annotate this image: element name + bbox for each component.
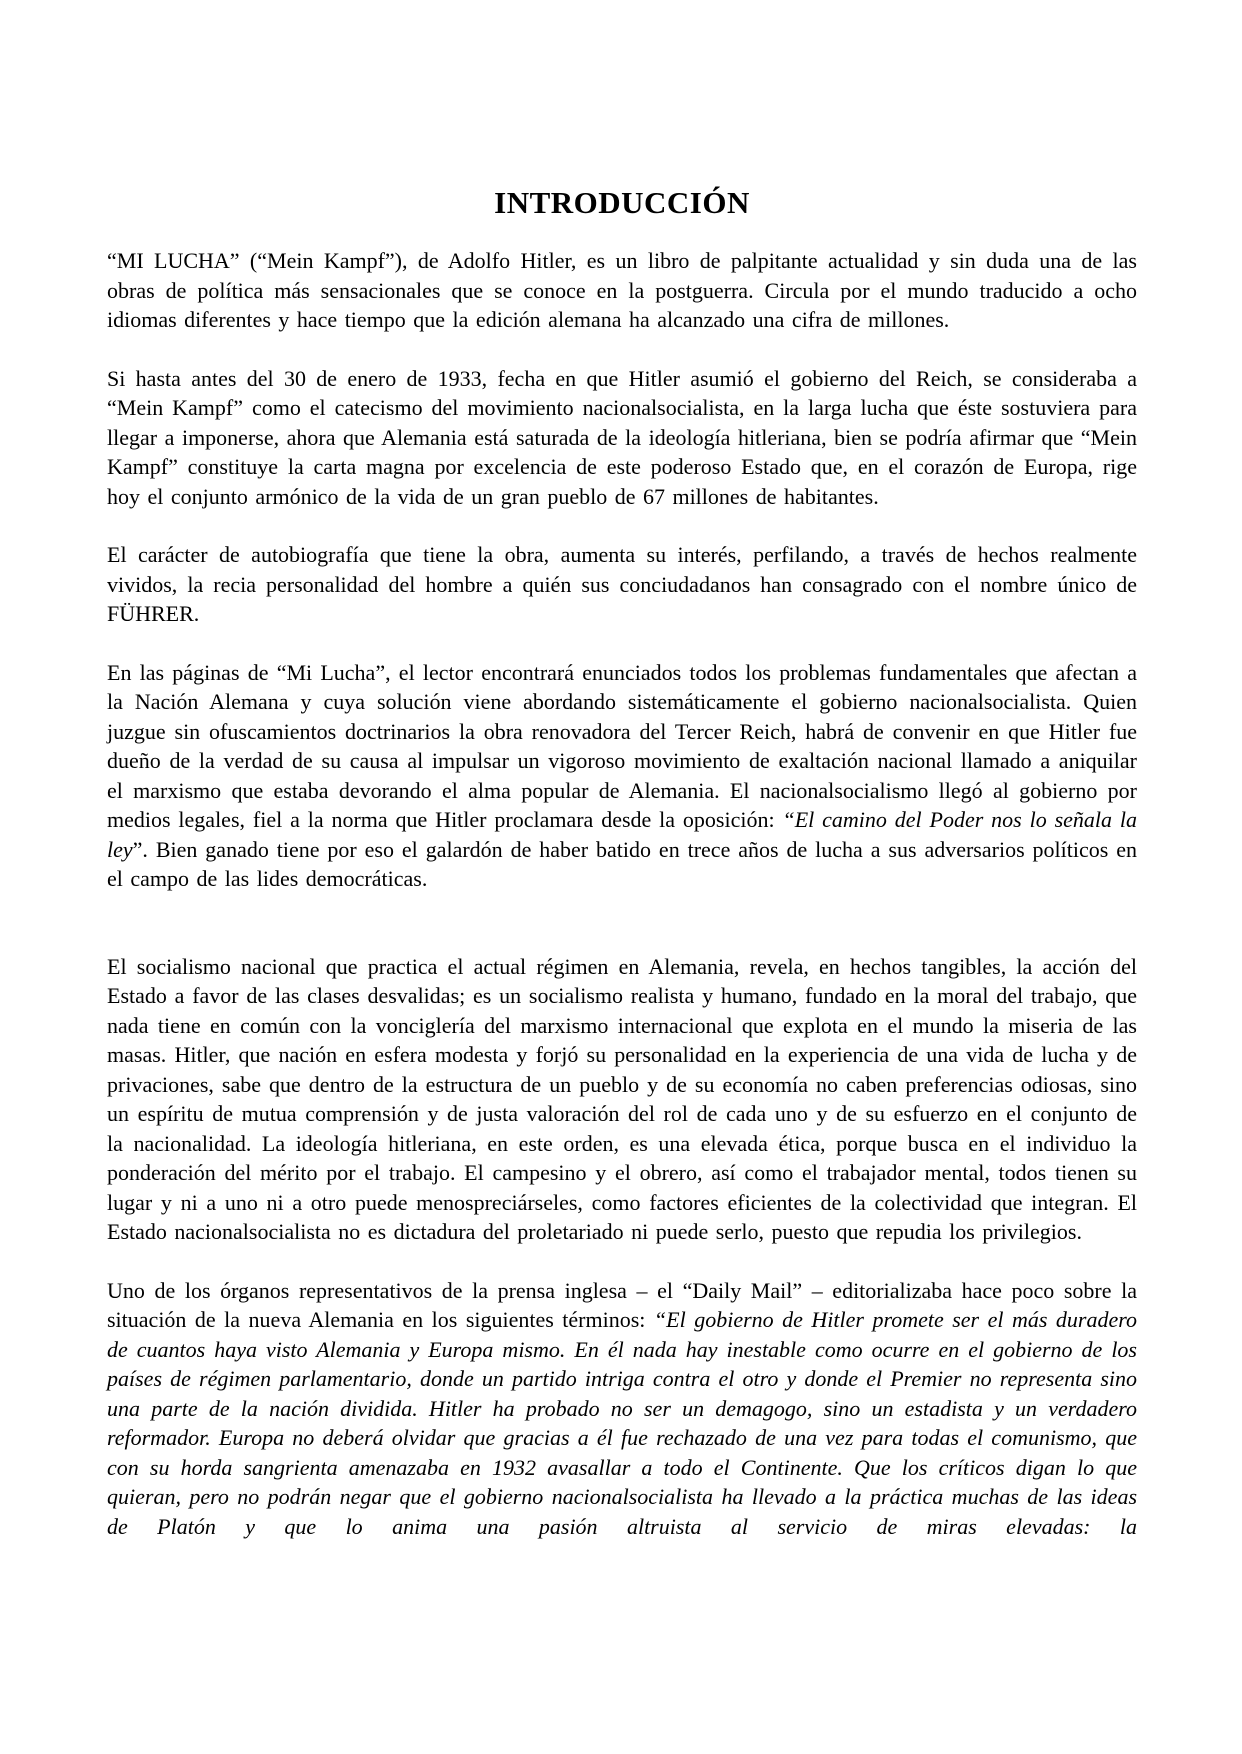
text-segment: El carácter de autobiografía que tiene la obra, aumenta su interés, perfilando, a través de hechos realmente vividos, la recia personalidad del hombre a quién sus conciudadanos han consagrado con el nombre único de FÜHRER. — [107, 542, 1137, 626]
page-title: INTRODUCCIÓN — [494, 185, 750, 220]
paragraph — [107, 540, 1137, 629]
paragraph — [107, 658, 1137, 894]
text-segment: “MI LUCHA” (“Mein Kampf”), de Adolfo Hitler, es un libro de palpitante actualidad y sin duda una de las obras de política más sensacionales que se conoce en la postguerra. Circula por el mundo traducido a ocho idiomas diferentes y hace tiempo que la edición alemana ha alcanzado una cifra de millones. — [107, 248, 1137, 332]
text-segment-italic: “El gobierno de Hitler promete ser el más duradero de cuantos haya visto Alemania y Europa mismo. En él nada hay inestable como ocurre en el gobierno de los países de régimen parlamentario, donde un partido intriga contra el otro y donde el Premier no representa sino una parte de la nación dividida. Hitler ha probado no ser un demagogo, sino un estadista y un verdadero reformador. Europa no deberá olvidar que gracias a él fue rechazado de una vez para todas el comunismo, que con su horda sangrienta amenazaba en 1932 avasallar a todo el Continente. Que los críticos digan lo que quieran, pero no podrán negar que el gobierno nacionalsocialista ha llevado a la práctica muchas de las ideas de Platón y que lo anima una pasión altruista al servicio de miras elevadas: la — [107, 1307, 1137, 1539]
text-segment: El socialismo nacional que practica el actual régimen en Alemania, revela, en hechos tangibles, la acción del Estado a favor de las clases desvalidas; es un socialismo realista y humano, fundado en la moral del trabajo, que nada tiene en común con la vonciglería del marxismo internacional que explota en el mundo la miseria de las masas. Hitler, que nación en esfera modesta y forjó su personalidad en la experiencia de una vida de lucha y de privaciones, sabe que dentro de la estructura de un pueblo y de su economía no caben preferencias odiosas, sino un espíritu de mutua comprensión y de justa valoración del rol de cada uno y de su esfuerzo en el conjunto de la nacionalidad. La ideología hitleriana, en este orden, es una elevada ética, porque busca en el individuo la ponderación del mérito por el trabajo. El campesino y el obrero, así como el trabajador mental, todos tienen su lugar y ni a uno ni a otro puede menospreciárseles, como factores eficientes de la colectividad que integran. El Estado nacionalsocialista no es dictadura del proletariado ni puede serlo, puesto que repudia los privilegios. — [107, 953, 1137, 1244]
text-segment: En las páginas de “Mi Lucha”, el lector encontrará enunciados todos los problemas fundamentales que afectan a la Nación Alemana y cuya solución viene abordando sistemáticamente el gobierno nacionalsocialista. Quien juzgue sin ofuscamientos doctrinarios la obra renovadora del Tercer Reich, habrá de convenir en que Hitler fue dueño de la verdad de su causa al impulsar un vigoroso movimiento de exaltación nacional llamado a aniquilar el marxismo que estaba devorando el alma popular de Alemania. El nacionalsocialismo llegó al gobierno por medios legales, fiel a la norma que Hitler proclamara desde la oposición: — [107, 659, 1137, 832]
document-content — [107, 0, 1137, 1541]
text-segment: Uno de los órganos representativos de la prensa inglesa – el “Daily Mail” – editorializaba hace poco sobre la situación de la nueva Alemania en los siguientes términos: — [107, 1277, 1137, 1332]
text-segment: Si hasta antes del 30 de enero de 1933, fecha en que Hitler asumió el gobierno del Reich, se consideraba a “Mein Kampf” como el catecismo del movimiento nacionalsocialista, en la larga lucha que éste sostuviera para llegar a imponerse, ahora que Alemania está saturada de la ideología hitleriana, bien se podría afirmar que “Mein Kampf” constituye la carta magna por excelencia de este poderoso Estado que, en el corazón de Europa, rige hoy el conjunto armónico de la vida de un gran pueblo de 67 millones de habitantes. — [107, 365, 1137, 509]
paragraph — [107, 1276, 1137, 1542]
document-body — [107, 246, 1137, 1541]
text-segment-italic: “El camino del Poder nos lo señala la ley — [107, 807, 1138, 862]
paragraph — [107, 364, 1137, 512]
paragraph — [107, 952, 1137, 1247]
paragraph — [107, 246, 1137, 335]
text-segment: ”. Bien ganado tiene por eso el galardón de haber batido en trece años de lucha a sus adversarios políticos en el campo de las lides democráticas. — [107, 836, 1137, 891]
